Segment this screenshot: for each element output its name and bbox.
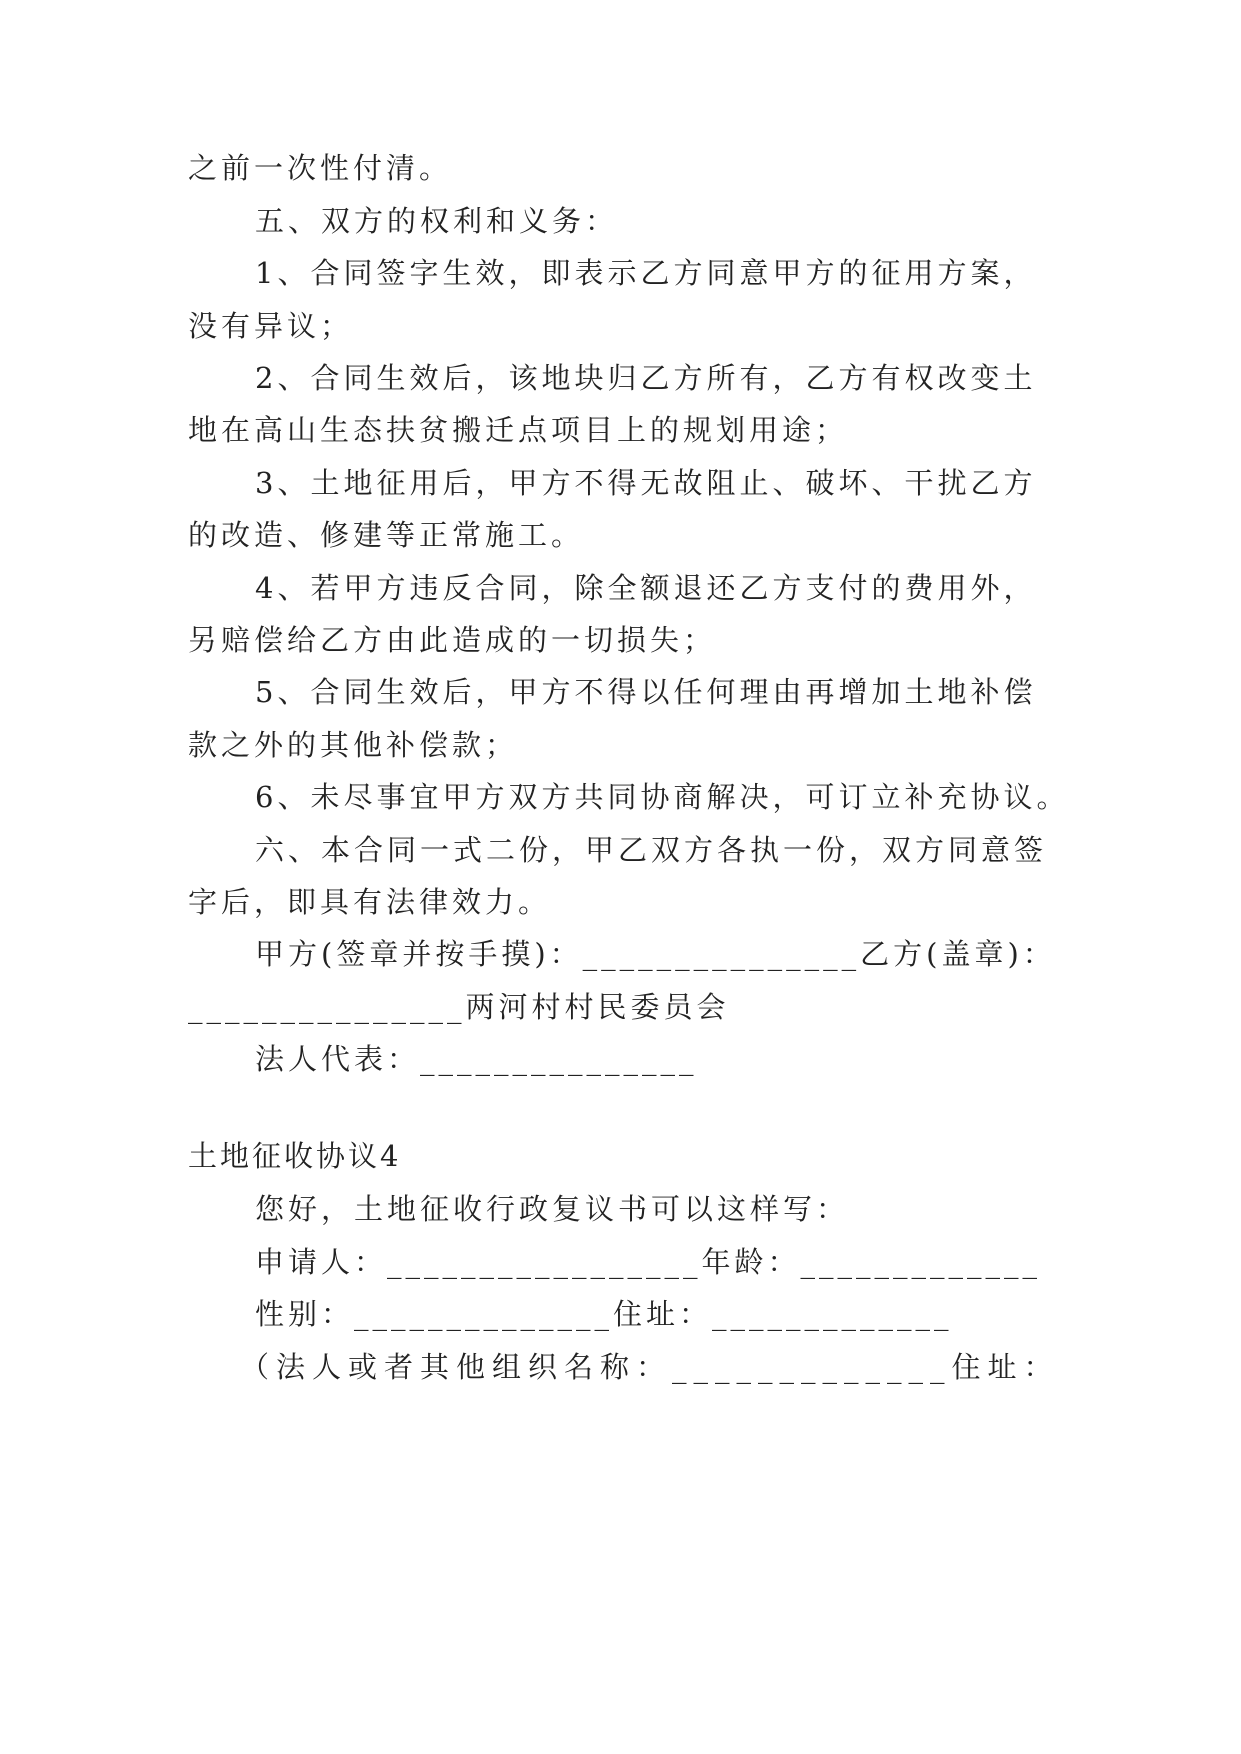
text-line: 字后，即具有法律效力。 <box>188 885 552 919</box>
text-line: 另赔偿给乙方由此造成的一切损失； <box>188 623 717 657</box>
text-line: 六、本合同一式二份，甲乙双方各执一份，双方同意签 <box>255 833 1048 867</box>
section-title: 土地征收协议4 <box>188 1139 402 1173</box>
form-line: 申请人：_________________年龄：_____________ <box>255 1245 1042 1279</box>
text-line: 五、双方的权利和义务： <box>255 204 619 238</box>
text-line: 地在高山生态扶贫搬迁点项目上的规划用途； <box>188 413 849 447</box>
form-line: 性别：______________住址：_____________ <box>255 1297 953 1331</box>
signature-line: _______________两河村村民委员会 <box>188 990 730 1024</box>
text-line: 4、若甲方违反合同，除全额退还乙方支付的费用外， <box>255 571 1037 605</box>
text-line: 2、合同生效后，该地块归乙方所有，乙方有权改变土 <box>255 361 1037 395</box>
text-line: 之前一次性付清。 <box>188 151 453 185</box>
text-line: 没有异议； <box>188 309 354 343</box>
text-line: 的改造、修建等正常施工。 <box>188 518 585 552</box>
text-line: 5、合同生效后，甲方不得以任何理由再增加土地补偿 <box>255 675 1037 709</box>
signature-line: 甲方(签章并按手摸)：_______________乙方(盖章)： <box>255 937 1056 971</box>
text-line: 1、合同签字生效，即表示乙方同意甲方的征用方案， <box>255 256 1037 290</box>
text-line: 3、土地征用后，甲方不得无故阻止、破坏、干扰乙方 <box>255 466 1037 500</box>
text-line: 您好，土地征收行政复议书可以这样写： <box>255 1192 850 1226</box>
signature-line: 法人代表：_______________ <box>255 1042 698 1076</box>
text-line: 6、未尽事宜甲方双方共同协商解决，可订立补充协议。 <box>255 780 1070 814</box>
text-line: 款之外的其他补偿款； <box>188 728 519 762</box>
form-line: （法人或者其他组织名称：_____________住址： <box>240 1350 1060 1384</box>
